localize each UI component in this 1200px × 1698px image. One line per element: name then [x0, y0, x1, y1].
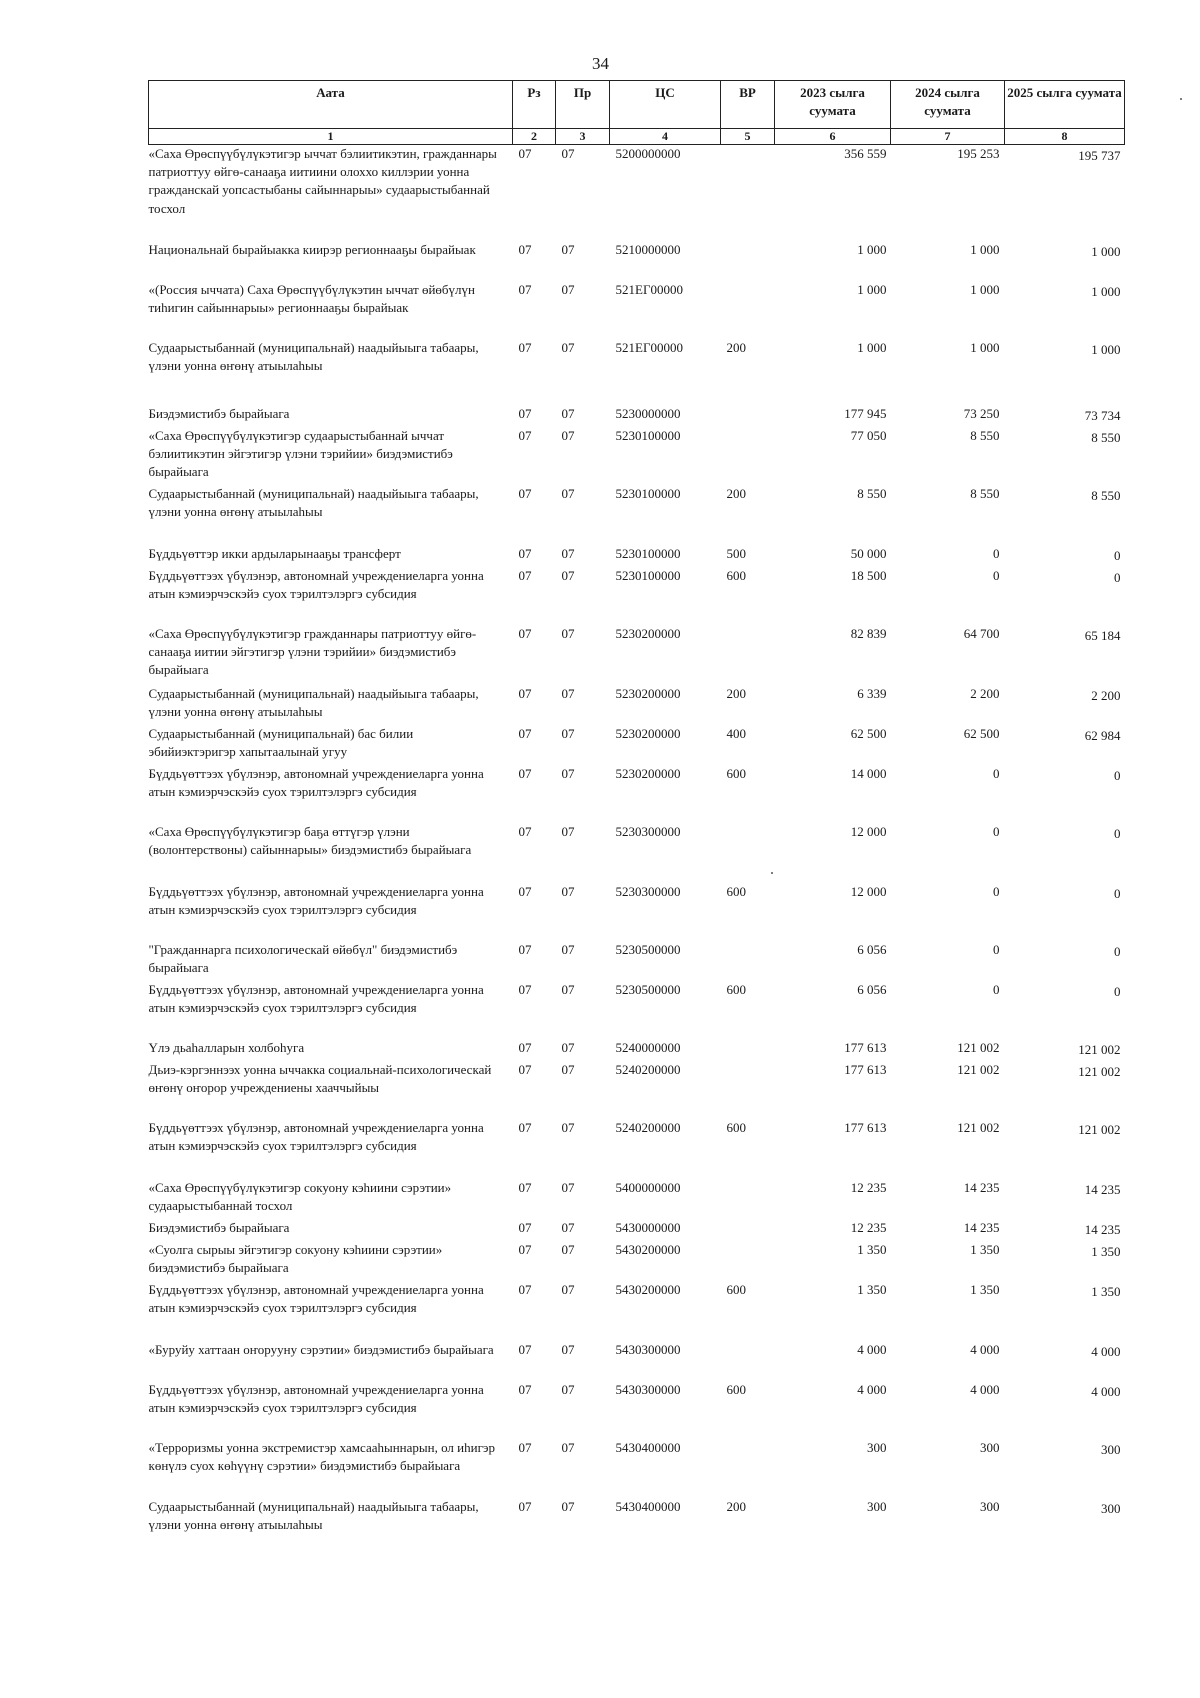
cell-vr — [721, 281, 775, 339]
header-vr: ВР — [721, 81, 775, 129]
cell-name: Бүддьүөттэр икки ардыларынааҕы трансферт — [148, 545, 401, 561]
cell-pr: 07 — [561, 1219, 575, 1235]
cell-vr: 600 — [726, 1281, 746, 1297]
cell-vr: 600 — [726, 765, 746, 781]
table-row — [149, 625, 1125, 685]
header-rz: Рз — [513, 81, 556, 129]
cell-name: Судаарыстыбаннай (муниципальнай) наадыйыыга табаары, үлэни уонна өҥөнү атыылаһыы — [148, 1498, 479, 1532]
cell-pr: 07 — [561, 725, 575, 741]
cell-2024: 4 000 — [970, 1381, 1000, 1397]
cell-cs: 5430400000 — [615, 1439, 681, 1455]
header-2024: 2024 сылга суумата — [891, 81, 1005, 129]
cell-2025: 121 002 — [1078, 1063, 1121, 1079]
cell-2025: 121 002 — [1078, 1121, 1121, 1137]
cell-cs: 5240200000 — [615, 1119, 681, 1135]
cell-pr: 07 — [561, 685, 575, 701]
cell-2023: 14 000 — [850, 765, 887, 781]
cell-pr: 07 — [561, 1039, 575, 1055]
cell-2025: 62 984 — [1084, 727, 1121, 743]
cell-2023: 18 500 — [850, 567, 887, 583]
cell-cs: 5230300000 — [615, 823, 681, 839]
cell-vr — [721, 1039, 775, 1061]
cell-vr: 200 — [726, 339, 746, 355]
table-row — [149, 281, 1125, 339]
table-row — [149, 765, 1125, 823]
cell-2025: 0 — [1114, 569, 1121, 585]
table-row — [149, 1281, 1125, 1341]
table-row — [149, 545, 1125, 567]
cell-2024: 4 000 — [970, 1341, 1000, 1357]
cell-cs: 5230200000 — [615, 625, 681, 641]
cell-name: Биэдэмистибэ бырайыага — [148, 405, 290, 421]
cell-2024: 64 700 — [963, 625, 1000, 641]
scan-speck — [1180, 98, 1182, 100]
cell-rz: 07 — [518, 883, 532, 899]
cell-vr: 500 — [726, 545, 746, 561]
cell-2025: 1 000 — [1091, 341, 1121, 357]
cell-pr: 07 — [561, 405, 575, 421]
cell-vr — [721, 823, 775, 883]
table-row — [149, 725, 1125, 765]
cell-2023: 62 500 — [850, 725, 887, 741]
cell-2024: 8 550 — [970, 485, 1000, 501]
cell-2023: 6 056 — [857, 941, 887, 957]
cell-cs: 5230200000 — [615, 765, 681, 781]
cell-2025: 0 — [1114, 943, 1121, 959]
header-row — [149, 81, 1125, 129]
cell-2024: 300 — [980, 1498, 1000, 1514]
cell-name: Судаарыстыбаннай (муниципальнай) наадыйыыга табаары, үлэни уонна өҥөнү атыылаһыы — [148, 685, 479, 719]
cell-pr: 07 — [561, 1498, 575, 1514]
cell-vr: 400 — [726, 725, 746, 741]
cell-rz: 07 — [518, 427, 532, 443]
cell-cs: 5230000000 — [615, 405, 681, 421]
table-row — [149, 145, 1125, 241]
table-row — [149, 1219, 1125, 1241]
scan-speck — [771, 872, 773, 874]
col-number-8: 8 — [1005, 129, 1125, 145]
col-number-1: 1 — [149, 129, 513, 145]
cell-cs: 521ЕГ00000 — [615, 281, 683, 297]
cell-2023: 300 — [867, 1498, 887, 1514]
cell-2023: 50 000 — [850, 545, 887, 561]
cell-rz: 07 — [518, 146, 532, 161]
cell-2024: 1 000 — [970, 339, 1000, 355]
cell-name: Бүддьүөттээх үбүлэнэр, автономнай учреждениеларга уонна атын кэмиэрчэскэйэ суох тэрилтэлэргэ субсидия — [148, 883, 484, 917]
cell-2025: 14 235 — [1084, 1221, 1121, 1237]
header-2023: 2023 сылга суумата — [775, 81, 891, 129]
cell-vr — [721, 941, 775, 981]
cell-cs: 5230200000 — [615, 685, 681, 701]
cell-2024: 0 — [993, 941, 1000, 957]
column-number-row — [149, 129, 1125, 145]
cell-2025: 8 550 — [1091, 487, 1121, 503]
table-row — [149, 1061, 1125, 1119]
cell-rz: 07 — [518, 281, 532, 297]
table-row — [149, 1498, 1125, 1538]
cell-rz: 07 — [518, 685, 532, 701]
cell-vr: 600 — [726, 1381, 746, 1397]
cell-rz: 07 — [518, 485, 532, 501]
cell-name: Бүддьүөттээх үбүлэнэр, автономнай учреждениеларга уонна атын кэмиэрчэскэйэ суох тэрилтэлэргэ субсидия — [148, 765, 484, 799]
cell-2023: 4 000 — [857, 1381, 887, 1397]
cell-2024: 1 000 — [970, 241, 1000, 257]
cell-vr — [721, 405, 775, 427]
cell-pr: 07 — [561, 485, 575, 501]
cell-rz: 07 — [518, 823, 532, 839]
cell-name: Бүддьүөттээх үбүлэнэр, автономнай учреждениеларга уонна атын кэмиэрчэскэйэ суох тэрилтэлэргэ субсидия — [148, 1119, 484, 1153]
cell-2023: 82 839 — [850, 625, 887, 641]
cell-rz: 07 — [518, 1281, 532, 1297]
cell-pr: 07 — [561, 427, 575, 443]
cell-2025: 65 184 — [1084, 627, 1121, 643]
cell-name: «(Россия ыччата) Саха Өрөспүүбүлүкэтин ыччат өйөбүлүн тиһигин сайыннарыы» регионнааҕы бырайыак — [148, 281, 475, 315]
cell-2025: 0 — [1114, 547, 1121, 563]
cell-2023: 1 000 — [857, 339, 887, 355]
cell-cs: 5230500000 — [615, 981, 681, 997]
cell-name: Бүддьүөттээх үбүлэнэр, автономнай учреждениеларга уонна атын кэмиэрчэскэйэ суох тэрилтэлэргэ субсидия — [148, 1381, 484, 1415]
cell-rz: 07 — [518, 1341, 532, 1357]
cell-name: Дьиэ-кэргэннээх уонна ыччакка социальнай-психологическай өҥөнү оҥорор учреждениены хааччыйыы — [148, 1061, 492, 1095]
cell-2024: 1 350 — [970, 1281, 1000, 1297]
cell-vr: 600 — [726, 981, 746, 997]
cell-2025: 300 — [1101, 1500, 1121, 1516]
cell-rz: 07 — [518, 339, 532, 355]
cell-rz: 07 — [518, 241, 532, 257]
budget-table — [148, 80, 1125, 1538]
table-row — [149, 485, 1125, 545]
cell-rz: 07 — [518, 1179, 532, 1195]
cell-cs: 5200000000 — [615, 146, 681, 161]
cell-vr — [721, 1179, 775, 1219]
cell-rz: 07 — [518, 1498, 532, 1514]
cell-pr: 07 — [561, 1381, 575, 1397]
cell-name: Судаарыстыбаннай (муниципальнай) наадыйыыга табаары, үлэни уонна өҥөнү атыылаһыы — [148, 485, 479, 519]
cell-pr: 07 — [561, 625, 575, 641]
cell-2023: 177 945 — [844, 405, 887, 421]
cell-vr: 600 — [726, 567, 746, 583]
cell-2025: 1 000 — [1091, 283, 1121, 299]
cell-vr — [721, 1219, 775, 1241]
cell-2024: 121 002 — [957, 1061, 1000, 1077]
cell-2023: 177 613 — [844, 1039, 887, 1055]
cell-name: Национальнай бырайыакка киирэр регионнааҕы бырайыак — [148, 241, 476, 257]
cell-rz: 07 — [518, 765, 532, 781]
cell-vr — [721, 1061, 775, 1119]
cell-pr: 07 — [561, 1439, 575, 1455]
cell-cs: 5430000000 — [615, 1219, 681, 1235]
cell-2024: 8 550 — [970, 427, 1000, 443]
cell-cs: 5230300000 — [615, 883, 681, 899]
cell-name: Судаарыстыбаннай (муниципальнай) бас билии эбийиэктэригэр хапытаалынай угуу — [148, 725, 414, 759]
cell-vr — [721, 145, 775, 241]
cell-cs: 5210000000 — [615, 241, 681, 257]
table-row — [149, 405, 1125, 427]
cell-2023: 300 — [867, 1439, 887, 1455]
cell-2024: 0 — [993, 883, 1000, 899]
cell-rz: 07 — [518, 545, 532, 561]
cell-rz: 07 — [518, 1241, 532, 1257]
cell-name: Бүддьүөттээх үбүлэнэр, автономнай учреждениеларга уонна атын кэмиэрчэскэйэ суох тэрилтэлэргэ субсидия — [148, 1281, 484, 1315]
cell-pr: 07 — [561, 1119, 575, 1135]
cell-rz: 07 — [518, 981, 532, 997]
cell-cs: 5230200000 — [615, 725, 681, 741]
cell-name: "Гражданнарга психологическай өйөбүл" биэдэмистибэ бырайыага — [148, 941, 458, 975]
cell-2025: 2 200 — [1091, 687, 1121, 703]
cell-cs: 5240200000 — [615, 1061, 681, 1077]
cell-vr: 200 — [726, 485, 746, 501]
cell-2025: 0 — [1114, 825, 1121, 841]
cell-vr: 200 — [726, 1498, 746, 1514]
col-number-6: 6 — [775, 129, 891, 145]
cell-rz: 07 — [518, 405, 532, 421]
cell-2023: 12 235 — [850, 1179, 887, 1195]
cell-2025: 8 550 — [1091, 429, 1121, 445]
cell-pr: 07 — [561, 981, 575, 997]
cell-2024: 14 235 — [963, 1179, 1000, 1195]
cell-vr: 600 — [726, 883, 746, 899]
table-row — [149, 1341, 1125, 1381]
cell-pr: 07 — [561, 823, 575, 839]
table-row — [149, 1381, 1125, 1439]
table-row — [149, 1039, 1125, 1061]
cell-pr: 07 — [561, 241, 575, 257]
cell-2024: 1 350 — [970, 1241, 1000, 1257]
cell-name: Үлэ дьаһалларын холбоһуга — [148, 1039, 305, 1055]
cell-2025: 195 737 — [1078, 148, 1121, 163]
cell-2023: 12 235 — [850, 1219, 887, 1235]
table-row — [149, 1179, 1125, 1219]
cell-cs: 5430400000 — [615, 1498, 681, 1514]
table-row — [149, 1241, 1125, 1281]
cell-2024: 2 200 — [970, 685, 1000, 701]
cell-pr: 07 — [561, 941, 575, 957]
cell-pr: 07 — [561, 883, 575, 899]
cell-2024: 0 — [993, 981, 1000, 997]
cell-vr: 200 — [726, 685, 746, 701]
cell-cs: 5430200000 — [615, 1241, 681, 1257]
cell-name: «Саха Өрөспүүбүлүкэтигэр гражданнары патриоттуу өйгө-санааҕа иитии эйгэтигэр үлэни тэрийии» биэдэмистибэ бырайыага — [148, 625, 477, 677]
header-name: Аата — [149, 81, 513, 129]
cell-2023: 1 350 — [857, 1281, 887, 1297]
cell-rz: 07 — [518, 941, 532, 957]
cell-2025: 0 — [1114, 983, 1121, 999]
cell-vr — [721, 1439, 775, 1498]
cell-2025: 0 — [1114, 767, 1121, 783]
cell-2023: 1 000 — [857, 281, 887, 297]
cell-pr: 07 — [561, 339, 575, 355]
header-2025: 2025 сылга суумата — [1005, 81, 1125, 129]
cell-pr: 07 — [561, 765, 575, 781]
cell-2023: 1 000 — [857, 241, 887, 257]
table-row — [149, 427, 1125, 485]
cell-2024: 0 — [993, 765, 1000, 781]
cell-2025: 14 235 — [1084, 1181, 1121, 1197]
page-number: 34 — [592, 54, 609, 73]
cell-2024: 73 250 — [963, 405, 1000, 421]
cell-pr: 07 — [561, 567, 575, 583]
cell-name: «Суолга сырыы эйгэтигэр сокуону кэһиини сэрэтии» биэдэмистибэ бырайыага — [148, 1241, 443, 1275]
table-row — [149, 941, 1125, 981]
cell-2023: 6 339 — [857, 685, 887, 701]
cell-2025: 1 350 — [1091, 1243, 1121, 1259]
cell-2023: 1 350 — [857, 1241, 887, 1257]
cell-2023: 4 000 — [857, 1341, 887, 1357]
table-row — [149, 1439, 1125, 1498]
cell-rz: 07 — [518, 567, 532, 583]
col-number-7: 7 — [891, 129, 1005, 145]
col-number-2: 2 — [513, 129, 556, 145]
cell-2023: 77 050 — [850, 427, 887, 443]
cell-name: «Саха Өрөспүүбүлүкэтигэр сокуону кэһиини сэрэтии» судаарыстыбаннай тосхол — [148, 1179, 452, 1213]
table-row — [149, 339, 1125, 405]
cell-2025: 300 — [1101, 1441, 1121, 1457]
cell-rz: 07 — [518, 1039, 532, 1055]
cell-name: Бүддьүөттээх үбүлэнэр, автономнай учреждениеларга уонна атын кэмиэрчэскэйэ суох тэрилтэлэргэ субсидия — [148, 981, 484, 1015]
cell-pr: 07 — [561, 146, 575, 161]
cell-vr — [721, 625, 775, 685]
cell-cs: 5230100000 — [615, 427, 681, 443]
cell-rz: 07 — [518, 1219, 532, 1235]
cell-name: «Саха Өрөспүүбүлүкэтигэр судаарыстыбаннай ыччат бэлиитикэтин эйгэтигэр үлэни тэрийии» биэдэмистибэ бырайыага — [148, 427, 453, 479]
cell-2025: 73 734 — [1084, 407, 1121, 423]
cell-2025: 0 — [1114, 885, 1121, 901]
cell-name: «Саха Өрөспүүбүлүкэтигэр баҕа өттүгэр үлэни (волонтерствоны) сайыннарыы» биэдэмистибэ бырайыага — [148, 823, 472, 857]
cell-2024: 121 002 — [957, 1119, 1000, 1135]
cell-cs: 5430200000 — [615, 1281, 681, 1297]
cell-name: Судаарыстыбаннай (муниципальнай) наадыйыыга табаары, үлэни уонна өҥөнү атыылаһыы — [148, 339, 479, 373]
cell-2024: 0 — [993, 567, 1000, 583]
cell-2023: 177 613 — [844, 1061, 887, 1077]
cell-cs: 5430300000 — [615, 1341, 681, 1357]
cell-name: Бүддьүөттээх үбүлэнэр, автономнай учреждениеларга уонна атын кэмиэрчэскэйэ суох тэрилтэлэргэ субсидия — [148, 567, 484, 601]
cell-2024: 0 — [993, 545, 1000, 561]
cell-name: «Терроризмы уонна экстремистэр хамсааһыннарын, ол иһигэр көнүлэ суох көһүүнү сэрэтии» биэдэмистибэ бырайыага — [148, 1439, 495, 1473]
cell-vr — [721, 1341, 775, 1381]
table-row — [149, 1119, 1125, 1179]
cell-2023: 356 559 — [844, 146, 887, 161]
cell-2023: 8 550 — [857, 485, 887, 501]
table-row — [149, 241, 1125, 281]
cell-2023: 177 613 — [844, 1119, 887, 1135]
cell-cs: 5230500000 — [615, 941, 681, 957]
cell-2024: 300 — [980, 1439, 1000, 1455]
cell-name: Биэдэмистибэ бырайыага — [148, 1219, 290, 1235]
cell-2024: 14 235 — [963, 1219, 1000, 1235]
cell-name: «Буруйу хаттаан оҥорууну сэрэтии» биэдэмистибэ бырайыага — [148, 1341, 494, 1357]
cell-cs: 5230100000 — [615, 545, 681, 561]
cell-2025: 4 000 — [1091, 1343, 1121, 1359]
cell-cs: 521ЕГ00000 — [615, 339, 683, 355]
col-number-3: 3 — [556, 129, 610, 145]
table-body — [149, 145, 1125, 1538]
header-pr: Пр — [556, 81, 610, 129]
cell-cs: 5230100000 — [615, 567, 681, 583]
cell-pr: 07 — [561, 1061, 575, 1077]
cell-2023: 12 000 — [850, 823, 887, 839]
cell-rz: 07 — [518, 625, 532, 641]
cell-2023: 6 056 — [857, 981, 887, 997]
col-number-4: 4 — [610, 129, 721, 145]
cell-2024: 1 000 — [970, 281, 1000, 297]
header-cs: ЦС — [610, 81, 721, 129]
cell-rz: 07 — [518, 1381, 532, 1397]
cell-2024: 62 500 — [963, 725, 1000, 741]
cell-pr: 07 — [561, 1241, 575, 1257]
cell-cs: 5400000000 — [615, 1179, 681, 1195]
cell-2025: 121 002 — [1078, 1041, 1121, 1057]
cell-vr — [721, 241, 775, 281]
table-row — [149, 823, 1125, 883]
cell-2025: 1 000 — [1091, 243, 1121, 259]
cell-cs: 5230100000 — [615, 485, 681, 501]
cell-2023: 12 000 — [850, 883, 887, 899]
table-row — [149, 685, 1125, 725]
cell-pr: 07 — [561, 281, 575, 297]
cell-rz: 07 — [518, 725, 532, 741]
cell-vr — [721, 427, 775, 485]
cell-2024: 121 002 — [957, 1039, 1000, 1055]
cell-2025: 1 350 — [1091, 1283, 1121, 1299]
cell-name: «Саха Өрөспүүбүлүкэтигэр ыччат бэлиитикэтин, гражданнары патриоттуу өйгө-санааҕа иитиини олоххо киллэрии уонна гражданскай уопсастыбаны сайыннарыы» судаарыстыбаннай тосхол — [148, 146, 497, 216]
cell-cs: 5430300000 — [615, 1381, 681, 1397]
table-row — [149, 567, 1125, 625]
col-number-5: 5 — [721, 129, 775, 145]
cell-rz: 07 — [518, 1119, 532, 1135]
cell-2024: 195 253 — [957, 146, 1000, 161]
cell-2024: 0 — [993, 823, 1000, 839]
cell-pr: 07 — [561, 545, 575, 561]
cell-vr: 600 — [726, 1119, 746, 1135]
table-row — [149, 981, 1125, 1039]
cell-vr — [721, 1241, 775, 1281]
cell-rz: 07 — [518, 1439, 532, 1455]
cell-cs: 5240000000 — [615, 1039, 681, 1055]
cell-pr: 07 — [561, 1281, 575, 1297]
cell-pr: 07 — [561, 1341, 575, 1357]
cell-2025: 4 000 — [1091, 1383, 1121, 1399]
cell-pr: 07 — [561, 1179, 575, 1195]
table-row — [149, 883, 1125, 941]
cell-rz: 07 — [518, 1061, 532, 1077]
